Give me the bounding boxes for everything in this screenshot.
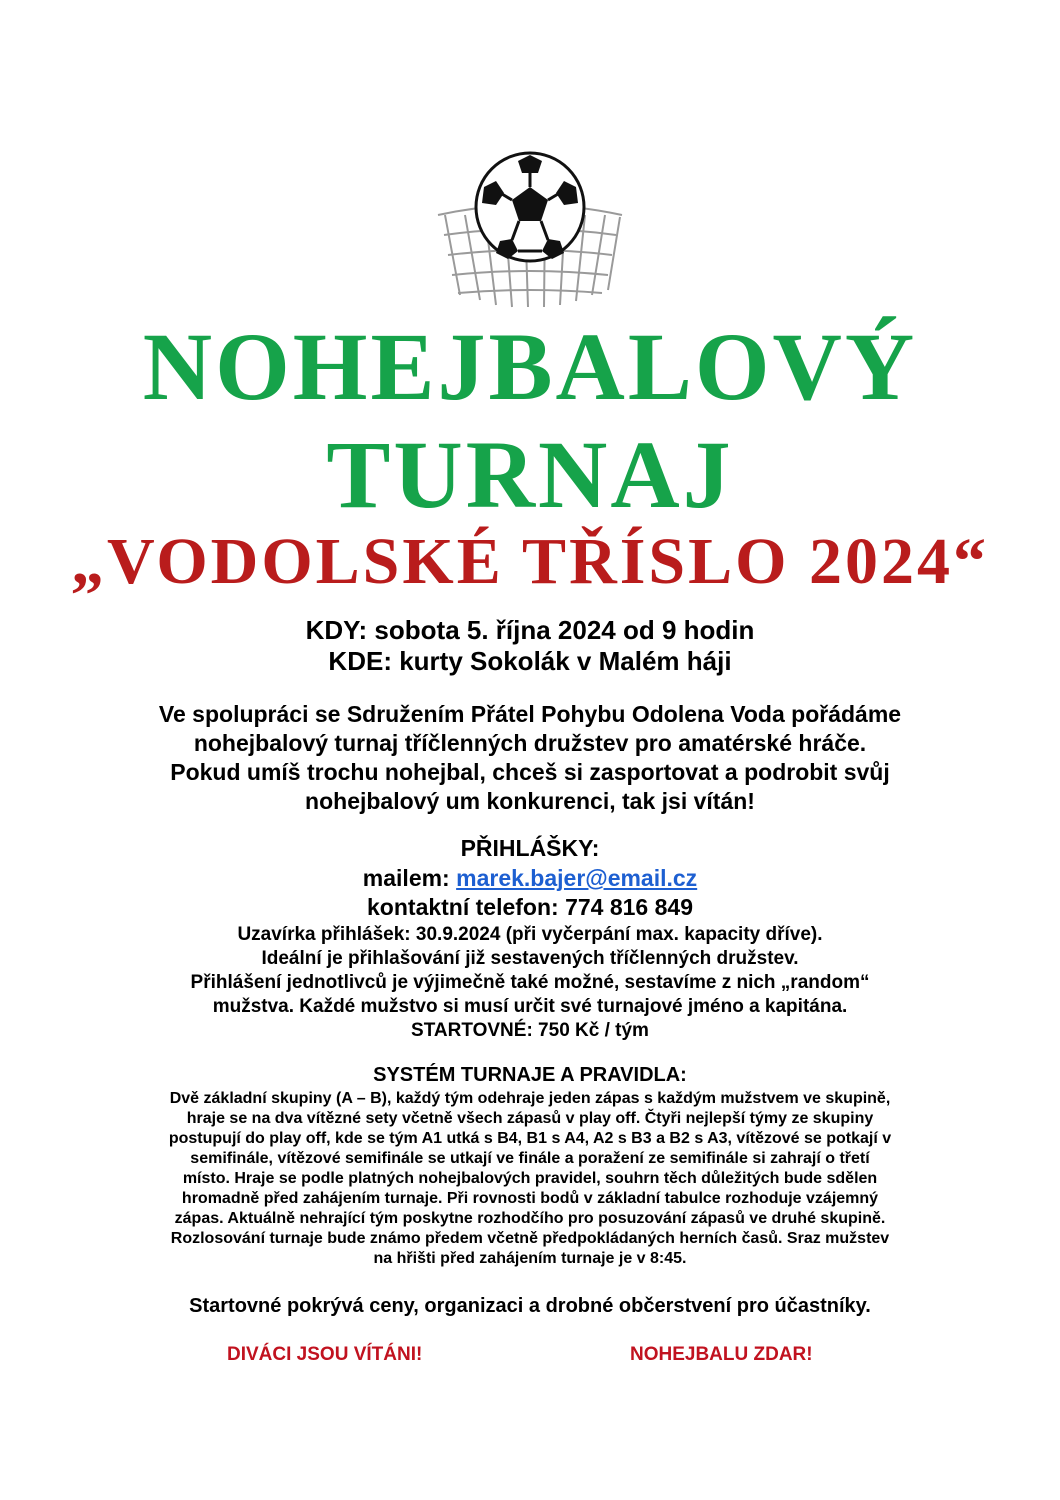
where-text: KDE: kurty Sokolák v Malém háji [328,646,732,676]
closing-cheer: NOHEJBALU ZDAR! [630,1344,813,1365]
fee-coverage-note: Startovné pokrývá ceny, organizaci a drobné občerstvení pro účastníky. [189,1295,871,1317]
registration-details [80,923,980,1043]
registration-detail-line: Uzavírka přihlášek: 30.9.2024 (při vyčerpání max. kapacity dříve). [237,924,823,945]
registration-detail-line: Ideální je přihlašování již sestavených tříčlenných družstev. [261,948,799,969]
email-link[interactable]: marek.bajer@email.cz [456,865,698,891]
entry-fee: STARTOVNÉ: 750 Kč / tým [411,1020,649,1041]
intro-line: Pokud umíš trochu nohejbal, chceš si zasportovat a podrobit svůj [170,759,890,785]
rules-line: hraje se na dva vítězné sety včetně všech zápasů v play off. Čtyři nejlepší týmy ze skupiny [186,1110,874,1127]
registration-detail-line: mužstva. Každé mužstvo si musí určit své turnajové jméno a kapitána. [212,996,848,1017]
title-line-1: NOHEJBALOVÝ [142,313,918,420]
title-line-2: TURNAJ [326,421,734,528]
spectators-welcome: DIVÁCI JSOU VÍTÁNI! [227,1344,423,1365]
rules-paragraph [118,1089,942,1269]
rules-line: semifinále, vítězové semifinále se utkají ve finále a poražení ze semifinále si zahrají o třetí [190,1150,870,1167]
rules-heading: SYSTÉM TURNAJE A PRAVIDLA: [373,1064,687,1086]
registration-detail-line: Přihlášení jednotlivců je výjimečně také možné, sestavíme z nich „random“ [190,972,870,993]
intro-paragraph [80,700,980,816]
rules-line: zápas. Aktuálně nehrající tým poskytne rozhodčího pro posuzování zápasů ve druhé skupině. [174,1210,886,1227]
soccer-ball [476,153,584,261]
rules-line: na hřišti před zahájením turnaje je v 8:45. [373,1250,687,1267]
contact-phone: kontaktní telefon: 774 816 849 [367,894,693,920]
registration-email-row [80,864,980,892]
intro-line: nohejbalový turnaj tříčlenných družstev pro amatérské hráče. [193,730,867,756]
rules-line: Rozlosování turnaje bude známo předem včetně předpokládaných herních časů. Sraz mužstev [170,1230,890,1247]
intro-line: nohejbalový um konkurenci, tak jsi vítán! [305,788,755,814]
registration-heading: PŘIHLÁŠKY: [460,835,600,861]
intro-line: Ve spolupráci se Sdružením Přátel Pohybu Odolena Voda pořádáme [158,701,902,727]
rules-line: Dvě základní skupiny (A – B), každý tým odehraje jeden zápas s každým mužstvem ve skupině, [169,1090,891,1107]
rules-line: postupují do play off, kde se tým A1 utká s B4, B1 s A4, A2 s B3 a B2 s A3, vítězové se potkají v [168,1130,892,1147]
rules-line: hromadně před zahájením turnaje. Při rovnosti bodů v základní tabulce rozhoduje vzájemný [181,1190,879,1207]
email-label: mailem: [362,865,457,891]
rules-line: místo. Hraje se podle platných nohejbalových pravidel, souhrn těch důležitých bude sdělen [182,1170,878,1187]
when-where [80,615,980,677]
when-text: KDY: sobota 5. října 2024 od 9 hodin [305,615,755,645]
event-name: „VODOLSKÉ TŘÍSLO 2024“ [70,525,989,598]
soccer-ball-net-icon [430,145,630,315]
